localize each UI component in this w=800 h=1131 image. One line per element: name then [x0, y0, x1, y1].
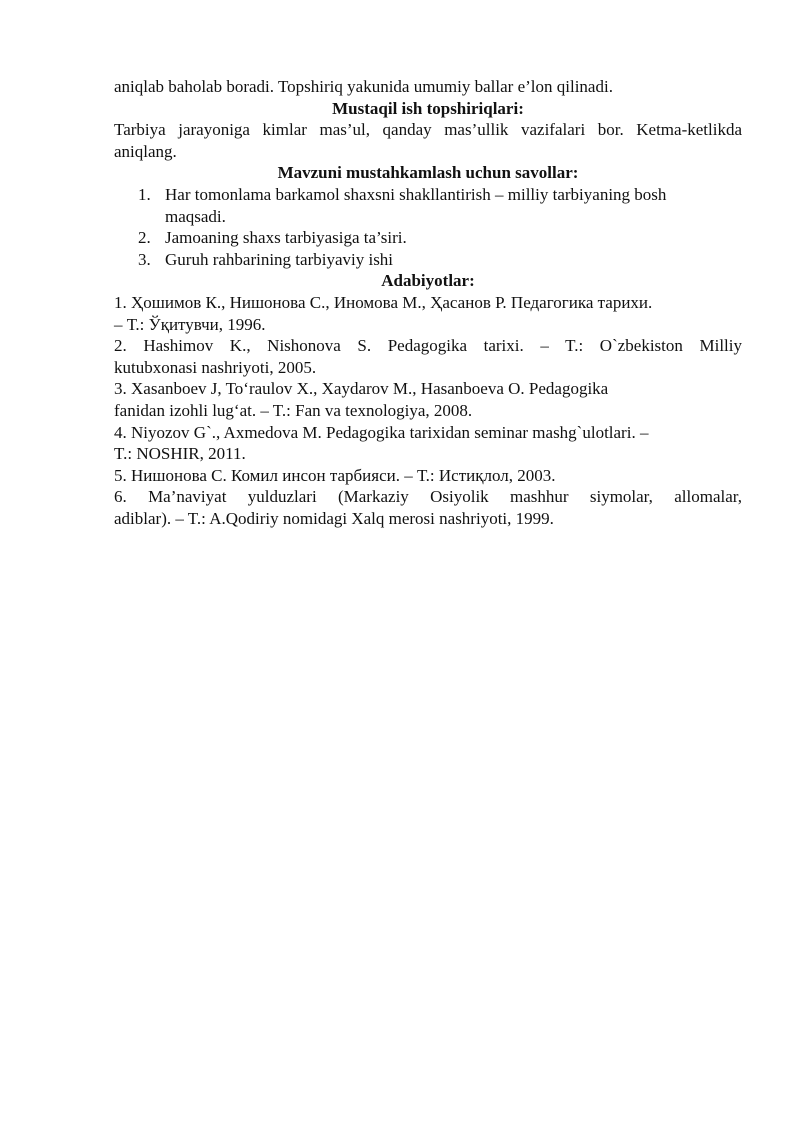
list-item: [114, 249, 742, 271]
literature-item-line-2: kutubxonasi nashriyoti, 2005.: [114, 357, 317, 377]
literature-item-line-2: T.: NOSHIR, 2011.: [114, 444, 246, 464]
independent-work-text-line-2: aniqlang.: [114, 141, 177, 161]
literature-item-line-2: fanidan izohli lug‘at. – T.: Fan va texnologiya, 2008.: [114, 400, 473, 420]
document-page: [114, 76, 742, 529]
list-item: [114, 184, 742, 227]
literature-item-line-1: 5. Нишонова С. Комил инсон тарбияси. – Т.: Истиқлол, 2003.: [114, 465, 556, 485]
list-item-number: 1.: [138, 184, 151, 204]
literature-item: [114, 378, 742, 421]
list-item-number: 3.: [138, 249, 151, 269]
literature-item-line-2: – Т.: Ўқитувчи, 1996.: [114, 314, 266, 334]
independent-work-text-line-1: Tarbiya jarayoniga kimlar mas’ul, qanday mas’ullik vazifalari bor. Ketma-ketlikda: [114, 120, 742, 140]
literature-item-line-1: 1. Ҳошимов К., Нишонова С., Иномова М., Ҳасанов Р. Педагогика тарихи.: [114, 292, 653, 312]
independent-work-heading: Mustaqil ish topshiriqlari:: [332, 98, 524, 118]
list-item-text-line-2: maqsadi.: [165, 206, 226, 226]
literature-list: [114, 292, 742, 530]
literature-item-line-1: 3. Xasanboev J, To‘raulov X., Xaydarov M., Hasanboeva O. Pedagogika: [114, 379, 609, 399]
review-questions-list: [114, 184, 742, 270]
literature-item: [114, 422, 742, 465]
list-item-text-line-1: Guruh rahbarining tarbiyaviy ishi: [165, 249, 394, 269]
literature-item-line-2: adiblar). – T.: A.Qodiriy nomidagi Xalq merosi nashriyoti, 1999.: [114, 508, 554, 528]
literature-item: [114, 335, 742, 378]
list-item-text-line-1: Har tomonlama barkamol shaxsni shakllantirish – milliy tarbiyaning bosh: [165, 184, 667, 204]
literature-item: [114, 465, 742, 487]
list-item: [114, 227, 742, 249]
literature-item-line-1: 4. Niyozov G`., Axmedova M. Pedagogika tarixidan seminar mashg`ulotlari. –: [114, 422, 649, 442]
literature-heading: Adabiyotlar:: [381, 271, 475, 291]
literature-item-line-1: 6. Ma’naviyat yulduzlari (Markaziy Osiyolik mashhur siymolar, allomalar,: [114, 487, 742, 507]
list-item-number: 2.: [138, 228, 151, 248]
list-item-text-line-1: Jamoaning shaxs tarbiyasiga ta’siri.: [165, 228, 407, 248]
intro-text: aniqlab baholab boradi. Topshiriq yakunida umumiy ballar e’lon qilinadi.: [114, 77, 613, 96]
review-questions-heading: Mavzuni mustahkamlash uchun savollar:: [277, 163, 579, 183]
literature-item-line-1: 2. Hashimov K., Nishonova S. Pedagogika tarixi. – T.: O`zbekiston Milliy: [114, 336, 742, 356]
literature-item: [114, 486, 742, 529]
literature-item: [114, 292, 742, 335]
